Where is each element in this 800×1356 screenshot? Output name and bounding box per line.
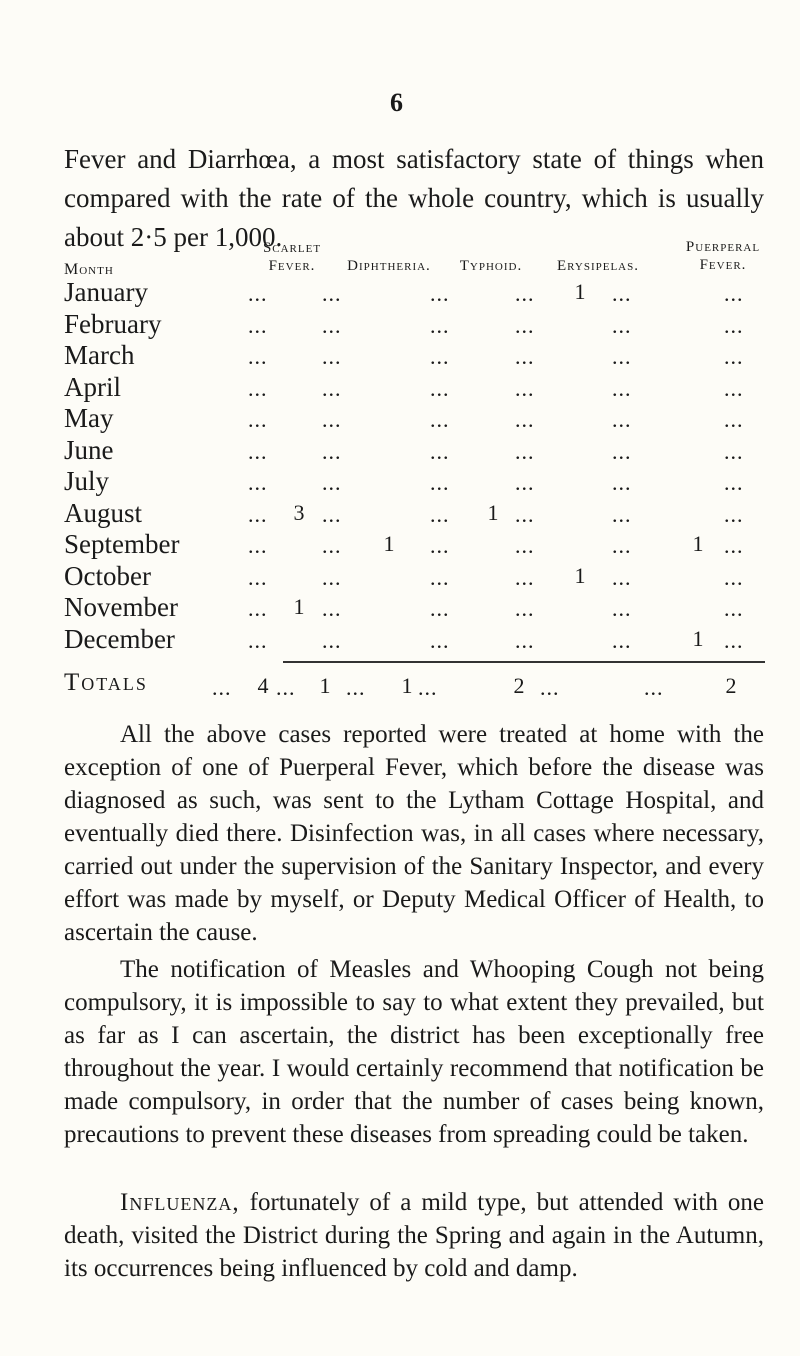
totals-label: Totals bbox=[64, 669, 148, 696]
leader-dots: ... bbox=[430, 627, 450, 653]
leader-dots: ... bbox=[724, 375, 744, 401]
leader-dots: ... bbox=[724, 438, 744, 464]
total-erysipelas: 2 bbox=[513, 673, 525, 698]
page-number: 6 bbox=[390, 88, 403, 117]
leader-dots: ... bbox=[515, 564, 535, 590]
month-label: May bbox=[64, 403, 114, 433]
leader-dots: ... bbox=[248, 281, 268, 306]
leader-dots: ... bbox=[612, 344, 632, 369]
leader-dots: ... bbox=[322, 375, 342, 401]
leader-dots: ... bbox=[612, 533, 632, 558]
leader-dots: ... bbox=[515, 596, 535, 621]
leader-dots: ... bbox=[612, 501, 632, 527]
leader-dots: ... bbox=[612, 470, 632, 495]
cell-scarlet-fever: 1 bbox=[293, 594, 305, 619]
leader-dots: ... bbox=[248, 438, 268, 464]
leader-dots: ... bbox=[322, 564, 342, 590]
influenza-text: fortunately of a mild type, but attended with one death, visited the District during the Spring and again in the Autumn, its occurrences being influenced by cold and damp. bbox=[64, 1189, 764, 1282]
leader-dots: ... bbox=[322, 344, 342, 369]
leader-dots: ... bbox=[430, 312, 450, 338]
leader-dots: ... bbox=[430, 438, 450, 464]
leader-dots: ... bbox=[612, 596, 632, 621]
leader-dots: ... bbox=[248, 312, 268, 338]
leader-dots: ... bbox=[515, 281, 535, 306]
influenza-lead: Influenza, bbox=[120, 1189, 240, 1216]
cell-typhoid: 1 bbox=[487, 499, 499, 525]
month-label: July bbox=[64, 466, 110, 496]
leader-dots: ... bbox=[322, 312, 342, 338]
header-month: Month bbox=[64, 261, 114, 278]
total-diphtheria: 1 bbox=[319, 673, 331, 698]
leader-dots: ... bbox=[430, 596, 450, 621]
leader-dots: ... bbox=[430, 533, 450, 558]
leader-dots: ... bbox=[248, 564, 268, 590]
total-scarlet-fever: 4 bbox=[257, 673, 269, 698]
leader-dots: ... bbox=[248, 470, 268, 495]
leader-dots: ... bbox=[322, 281, 342, 306]
cell-scarlet-fever: 3 bbox=[293, 499, 305, 525]
leader-dots: ... bbox=[248, 596, 268, 621]
leader-dots: ... bbox=[515, 312, 535, 338]
leader-dots: ... bbox=[430, 564, 450, 590]
header-erysipelas: Erysipelas. bbox=[557, 258, 639, 274]
leader-dots: ... bbox=[724, 344, 744, 369]
paragraph-treatment: All the above cases reported were treated at home with the exception of one of Puerperal Fever, which before the disease was diagnosed as such, was sent to the Lytham Cottage Hospital, and eventually died there. Disinfection was, in all cases where necessary, carried out under the supervision of the Sanitary Inspector, and every effort was made by myself, or Deputy Medical Officer of Health, to ascertain the cause. bbox=[64, 721, 764, 946]
leader-dots: ... bbox=[322, 470, 342, 495]
leader-dots: ... bbox=[515, 438, 535, 464]
leader-dots: ... bbox=[248, 375, 268, 401]
leader-dots: ... bbox=[418, 675, 438, 700]
leader-dots: ... bbox=[724, 407, 744, 432]
leader-dots: ... bbox=[322, 407, 342, 432]
totals-row bbox=[0, 668, 800, 704]
month-label: November bbox=[64, 592, 178, 622]
leader-dots: ... bbox=[644, 675, 664, 700]
month-label: September bbox=[64, 529, 180, 559]
leader-dots: ... bbox=[430, 375, 450, 401]
leader-dots: ... bbox=[248, 344, 268, 369]
leader-dots: ... bbox=[515, 470, 535, 495]
month-label: June bbox=[64, 434, 114, 465]
leader-dots: ... bbox=[724, 501, 744, 527]
leader-dots: ... bbox=[724, 312, 744, 338]
leader-dots: ... bbox=[612, 407, 632, 432]
leader-dots: ... bbox=[612, 375, 632, 401]
leader-dots: ... bbox=[322, 627, 342, 653]
leader-dots: ... bbox=[724, 627, 744, 653]
leader-dots: ... bbox=[612, 438, 632, 464]
leader-dots: ... bbox=[248, 501, 268, 527]
leader-dots: ... bbox=[612, 312, 632, 338]
month-label: March bbox=[64, 340, 135, 370]
leader-dots: ... bbox=[322, 501, 342, 527]
month-label: August bbox=[64, 497, 143, 528]
table-row bbox=[0, 621, 800, 657]
leader-dots: ... bbox=[322, 438, 342, 464]
leader-dots: ... bbox=[430, 501, 450, 527]
leader-dots: ... bbox=[724, 564, 744, 590]
leader-dots: ... bbox=[430, 470, 450, 495]
paragraph-notification: The notification of Measles and Whooping Cough not being compulsory, it is impossible to say to what extent they prevailed, but as far as I can ascertain, the district has been exceptionally free throughout the year. I would certainly recommend that notification be made compulsory, in order that the number of cases being known, precautions to prevent these diseases from spreading could be taken. bbox=[64, 956, 764, 1148]
leader-dots: ... bbox=[612, 627, 632, 653]
month-label: April bbox=[64, 371, 121, 402]
leader-dots: ... bbox=[515, 375, 535, 401]
total-typhoid: 1 bbox=[401, 673, 413, 698]
leader-dots: ... bbox=[346, 675, 366, 700]
intro-paragraph: Fever and Diarrhœa, a most satisfactory state of things when compared with the rate of the whole country, which is usually about 2·5 per 1,000. bbox=[64, 144, 764, 252]
month-label: February bbox=[64, 308, 162, 339]
leader-dots: ... bbox=[248, 407, 268, 432]
totals-divider bbox=[283, 661, 765, 663]
leader-dots: ... bbox=[248, 627, 268, 653]
cell-diphtheria: 1 bbox=[383, 531, 395, 556]
leader-dots: ... bbox=[612, 564, 632, 590]
month-label: December bbox=[64, 623, 175, 654]
leader-dots: ... bbox=[322, 533, 342, 558]
leader-dots: ... bbox=[515, 407, 535, 432]
cell-erysipelas: 1 bbox=[574, 279, 586, 304]
leader-dots: ... bbox=[515, 533, 535, 558]
leader-dots: ... bbox=[724, 533, 744, 558]
leader-dots: ... bbox=[724, 596, 744, 621]
cell-puerperal-fever: 1 bbox=[692, 625, 704, 651]
leader-dots: ... bbox=[724, 470, 744, 495]
paragraph-influenza bbox=[64, 1186, 764, 1285]
leader-dots: ... bbox=[515, 344, 535, 369]
total-puerperal-fever: 2 bbox=[725, 673, 737, 698]
leader-dots: ... bbox=[276, 675, 296, 700]
leader-dots: ... bbox=[430, 344, 450, 369]
leader-dots: ... bbox=[724, 281, 744, 306]
header-diphtheria: Diphtheria. bbox=[347, 258, 431, 274]
leader-dots: ... bbox=[430, 407, 450, 432]
month-label: January bbox=[64, 277, 148, 307]
header-scarlet-fever: Scarlet Fever. bbox=[262, 240, 322, 274]
cell-puerperal-fever: 1 bbox=[692, 531, 704, 556]
leader-dots: ... bbox=[248, 533, 268, 558]
leader-dots: ... bbox=[212, 675, 232, 700]
header-typhoid: Typhoid. bbox=[459, 258, 523, 274]
header-puerperal-fever: Puerperal Fever. bbox=[685, 239, 761, 273]
leader-dots: ... bbox=[515, 627, 535, 653]
leader-dots: ... bbox=[540, 675, 560, 700]
month-label: October bbox=[64, 560, 151, 591]
leader-dots: ... bbox=[515, 501, 535, 527]
leader-dots: ... bbox=[612, 281, 632, 306]
leader-dots: ... bbox=[430, 281, 450, 306]
leader-dots: ... bbox=[322, 596, 342, 621]
cell-erysipelas: 1 bbox=[574, 562, 586, 588]
